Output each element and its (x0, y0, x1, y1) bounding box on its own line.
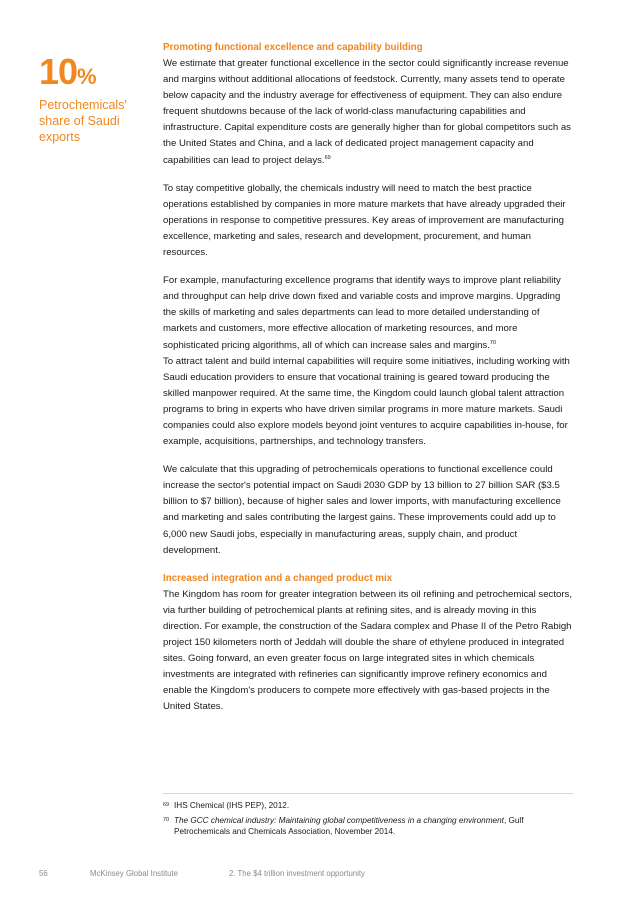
publisher-name: McKinsey Global Institute (90, 869, 178, 878)
chapter-title: 2. The $4 trillion investment opportunity (229, 869, 365, 878)
footnote-ref: 70 (489, 339, 497, 346)
paragraph: To stay competitive globally, the chemicals industry will need to match the best practice operations established by companies in more mature markets that have already upgraded their operations in response to competitive pressures. Key areas of improvement are manufacturing excellence, marketing and sales, research and development, procurement, and human resources. (163, 182, 566, 259)
main-content (163, 40, 576, 727)
paragraph (163, 56, 576, 169)
section-heading-integration: Increased integration and a changed product mix (163, 572, 393, 584)
stat-caption: Petrochemicals' share of Saudi exports (39, 98, 127, 144)
footnote (163, 800, 573, 812)
page-number: 56 (39, 869, 48, 878)
stat-number: 10 (39, 51, 78, 92)
stat-unit: % (77, 64, 97, 89)
footnote (163, 815, 573, 838)
paragraph-text: For example, manufacturing excellence programs that identify ways to improve plant reliability and throughput can help drive down fixed and variable costs and improve margins. Upgrading the skills of marketing and sales departments can lead to more detailed understanding of markets and customers, more effective allocation of marketing resources, and more sophisticated pricing algorithms, all of which can increase sales and margins. (163, 275, 561, 351)
footnotes (163, 793, 573, 841)
stat-value (39, 51, 149, 95)
paragraph (163, 273, 576, 353)
footnote-text: IHS Chemical (IHS PEP), 2012. (174, 801, 290, 810)
footnote-text: The GCC chemical industry: Maintaining global competitiveness in a changing environment, Gulf Petrochemicals and Chemicals Association, November 2014. (174, 815, 524, 837)
paragraph: The Kingdom has room for greater integration between its oil refining and petrochemical sectors, via further building of petrochemical plants at refining sites, and is already moving in this direction. For example, the construction of the Sadara complex and Phase II of the Petro Rabigh project 150 kilometers north of Jeddah will double the share of ethylene produced in integrated sites. Going forward, an even greater focus on large integrated sites in which chemicals investments are integrated with refineries can significantly improve refinery economics and enable the Kingdom's producers to compete more effectively with gas-based projects in the United States. (163, 588, 573, 713)
paragraph-text: We estimate that greater functional excellence in the sector could significantly increase revenue and margins without additional allocations of feedstock. Currently, many assets tend to operate below capacity and the industry average for effectiveness of equipment. They can also endure frequent shutdowns because of the lack of world-class manufacturing capabilities and infrastructure. Capital expenditure costs are generally higher than for global competitors such as the United States and China, and a lack of dedicated project management capacity and capabilities can lead to project delays. (163, 58, 571, 166)
section-heading-functional-excellence: Promoting functional excellence and capability building (163, 42, 423, 53)
footnote-title: The GCC chemical industry: Maintaining global competitiveness in a changing environment (174, 815, 504, 825)
sidebar-stat (39, 51, 149, 145)
paragraph: To attract talent and build internal capabilities will require some initiatives, including working with Saudi education providers to ensure that vocational training is geared toward producing the skilled manpower required. At the same time, the Kingdom could launch global talent attraction programs to bring in experts who have driven similar programs in more mature markets. Saudi companies could also explore models beyond joint ventures to acquire capabilities in-house, for example, acquisitions, partnerships, and technology transfers. (163, 355, 570, 448)
footnote-ref: 69 (324, 154, 331, 161)
footnote-number: 70 (163, 816, 170, 823)
footnote-number: 69 (163, 802, 170, 808)
paragraph: We calculate that this upgrading of petrochemicals operations to functional excellence could increase the sector's potential impact on Saudi 2030 GDP by 13 billion to 27 billion SAR ($3.5 billion to $7 billion), because of higher sales and lower imports, with manufacturing excellence and marketing and sales contributing the largest gains. These improvements could add up to 6,000 new Saudi jobs, especially in manufacturing areas, supply chain, and product development. (163, 464, 561, 556)
